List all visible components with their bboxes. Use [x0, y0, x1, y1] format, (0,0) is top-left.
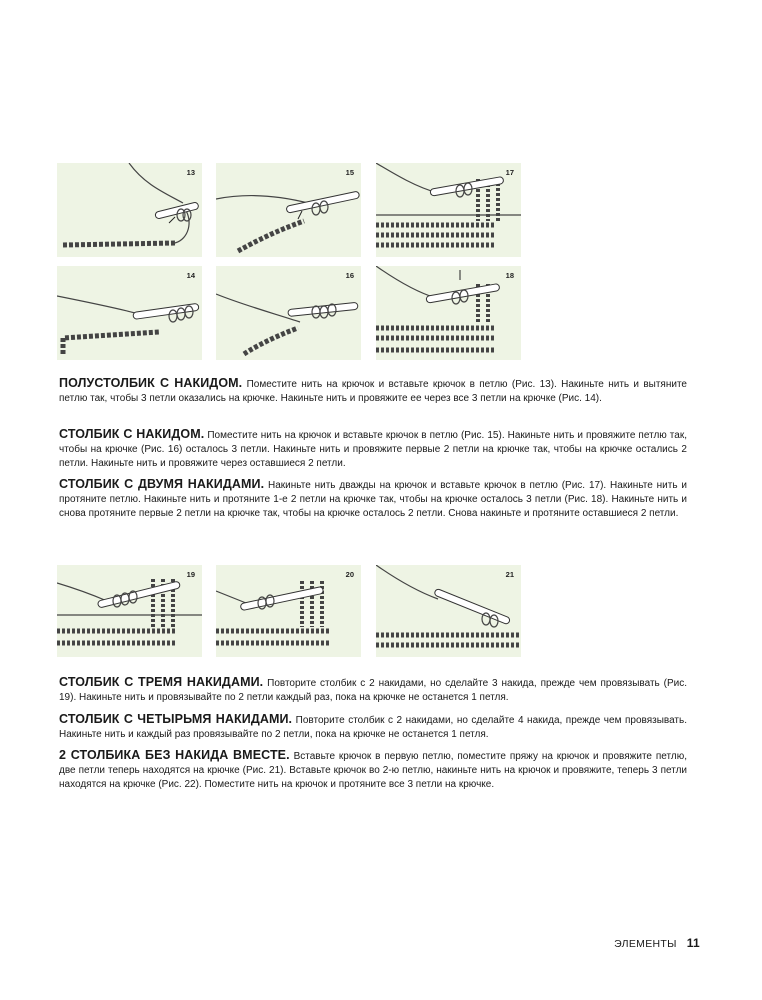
section-sc2tog	[59, 748, 687, 792]
figure-17	[376, 163, 521, 257]
figure-14	[57, 266, 202, 360]
section-term: СТОЛБИК С ТРЕМЯ НАКИДАМИ.	[59, 675, 264, 689]
page-number: 11	[686, 936, 700, 950]
figure-number: 19	[186, 570, 195, 579]
section-term: СТОЛБИК С ДВУМЯ НАКИДАМИ.	[59, 477, 265, 491]
section-text: Вставьте крючок в первую петлю, поместите пряжу на крючок и провяжите петлю, две петли теперь находятся на крючке (Рис. 21). Вставьте крючок во 2-ю петлю, накиньте нить на крючок и провяжите, теперь 3 петли находятся на крючке (Рис. 22). Поместите нить на крючок и протяните все 3 петли на крючке.	[59, 751, 687, 790]
section-half-double-crochet	[59, 376, 687, 406]
page-footer	[614, 936, 700, 950]
footer-section: ЭЛЕМЕНТЫ	[614, 938, 677, 950]
section-term: 2 СТОЛБИКА БЕЗ НАКИДА ВМЕСТЕ.	[59, 748, 290, 762]
figure-15	[216, 163, 361, 257]
section-text: Накиньте нить дважды на крючок и вставьте крючок в петлю (Рис. 17). Накиньте нить и протяните петлю. Накиньте нить и протяните 1-е 2 петли на крючке так, чтобы на крючке осталось 3 петли (Рис. 18). Накиньте нить и снова протяните первые 2 петли на крючке так, чтобы на крючке осталось 2 петли. Снова накиньте и протяните оставшиеся 2 петли.	[59, 480, 687, 519]
section-treble-crochet	[59, 477, 687, 521]
figure-number: 13	[186, 168, 195, 177]
figure-13	[57, 163, 202, 257]
section-triple-treble	[59, 712, 687, 742]
figure-number: 20	[345, 570, 354, 579]
figure-number: 17	[505, 168, 514, 177]
figure-19	[57, 565, 202, 657]
section-text: Повторите столбик с 2 накидами, но сделайте 4 накида, прежде чем провязывать. Накиньте нить и каждый раз провязывайте по 2 петли, пока на крючке не останется 1 петля.	[59, 715, 688, 740]
figure-20	[216, 565, 361, 657]
figure-number: 14	[186, 271, 195, 280]
figure-number: 16	[345, 271, 354, 280]
section-term: СТОЛБИК С НАКИДОМ.	[59, 427, 205, 441]
figure-number: 21	[505, 570, 514, 579]
figure-21	[376, 565, 521, 657]
section-term: ПОЛУСТОЛБИК С НАКИДОМ.	[59, 376, 243, 390]
figure-16	[216, 266, 361, 360]
section-text: Поместите нить на крючок и вставьте крючок в петлю (Рис. 13). Накиньте нить и вытяните петлю так, чтобы 3 петли оказались на крючке. Накиньте нить и провяжите ее через все 3 петли на крючке (Рис. 14).	[59, 379, 687, 404]
section-double-treble	[59, 675, 687, 705]
section-term: СТОЛБИК С ЧЕТЫРЬМЯ НАКИДАМИ.	[59, 712, 293, 726]
section-text: Поместите нить на крючок и вставьте крючок в петлю (Рис. 15). Накиньте нить и провяжите петлю так, чтобы на крючке (Рис. 16) осталось 3 петли. Накиньте нить и провяжите первые 2 петли на крючке так, чтобы на крючке остались 2 петли. Накиньте нить и провяжите через оставшиеся 2 петли.	[59, 430, 687, 469]
figure-18	[376, 266, 521, 360]
section-text: Повторите столбик с 2 накидами, но сделайте 3 накида, прежде чем провязывать (Рис. 19). Накиньте нить и провязывайте по 2 петли каждый раз, пока на крючке не останется 1 петля.	[59, 678, 687, 703]
figure-number: 15	[345, 168, 354, 177]
figure-number: 18	[505, 271, 514, 280]
section-double-crochet	[59, 427, 687, 471]
